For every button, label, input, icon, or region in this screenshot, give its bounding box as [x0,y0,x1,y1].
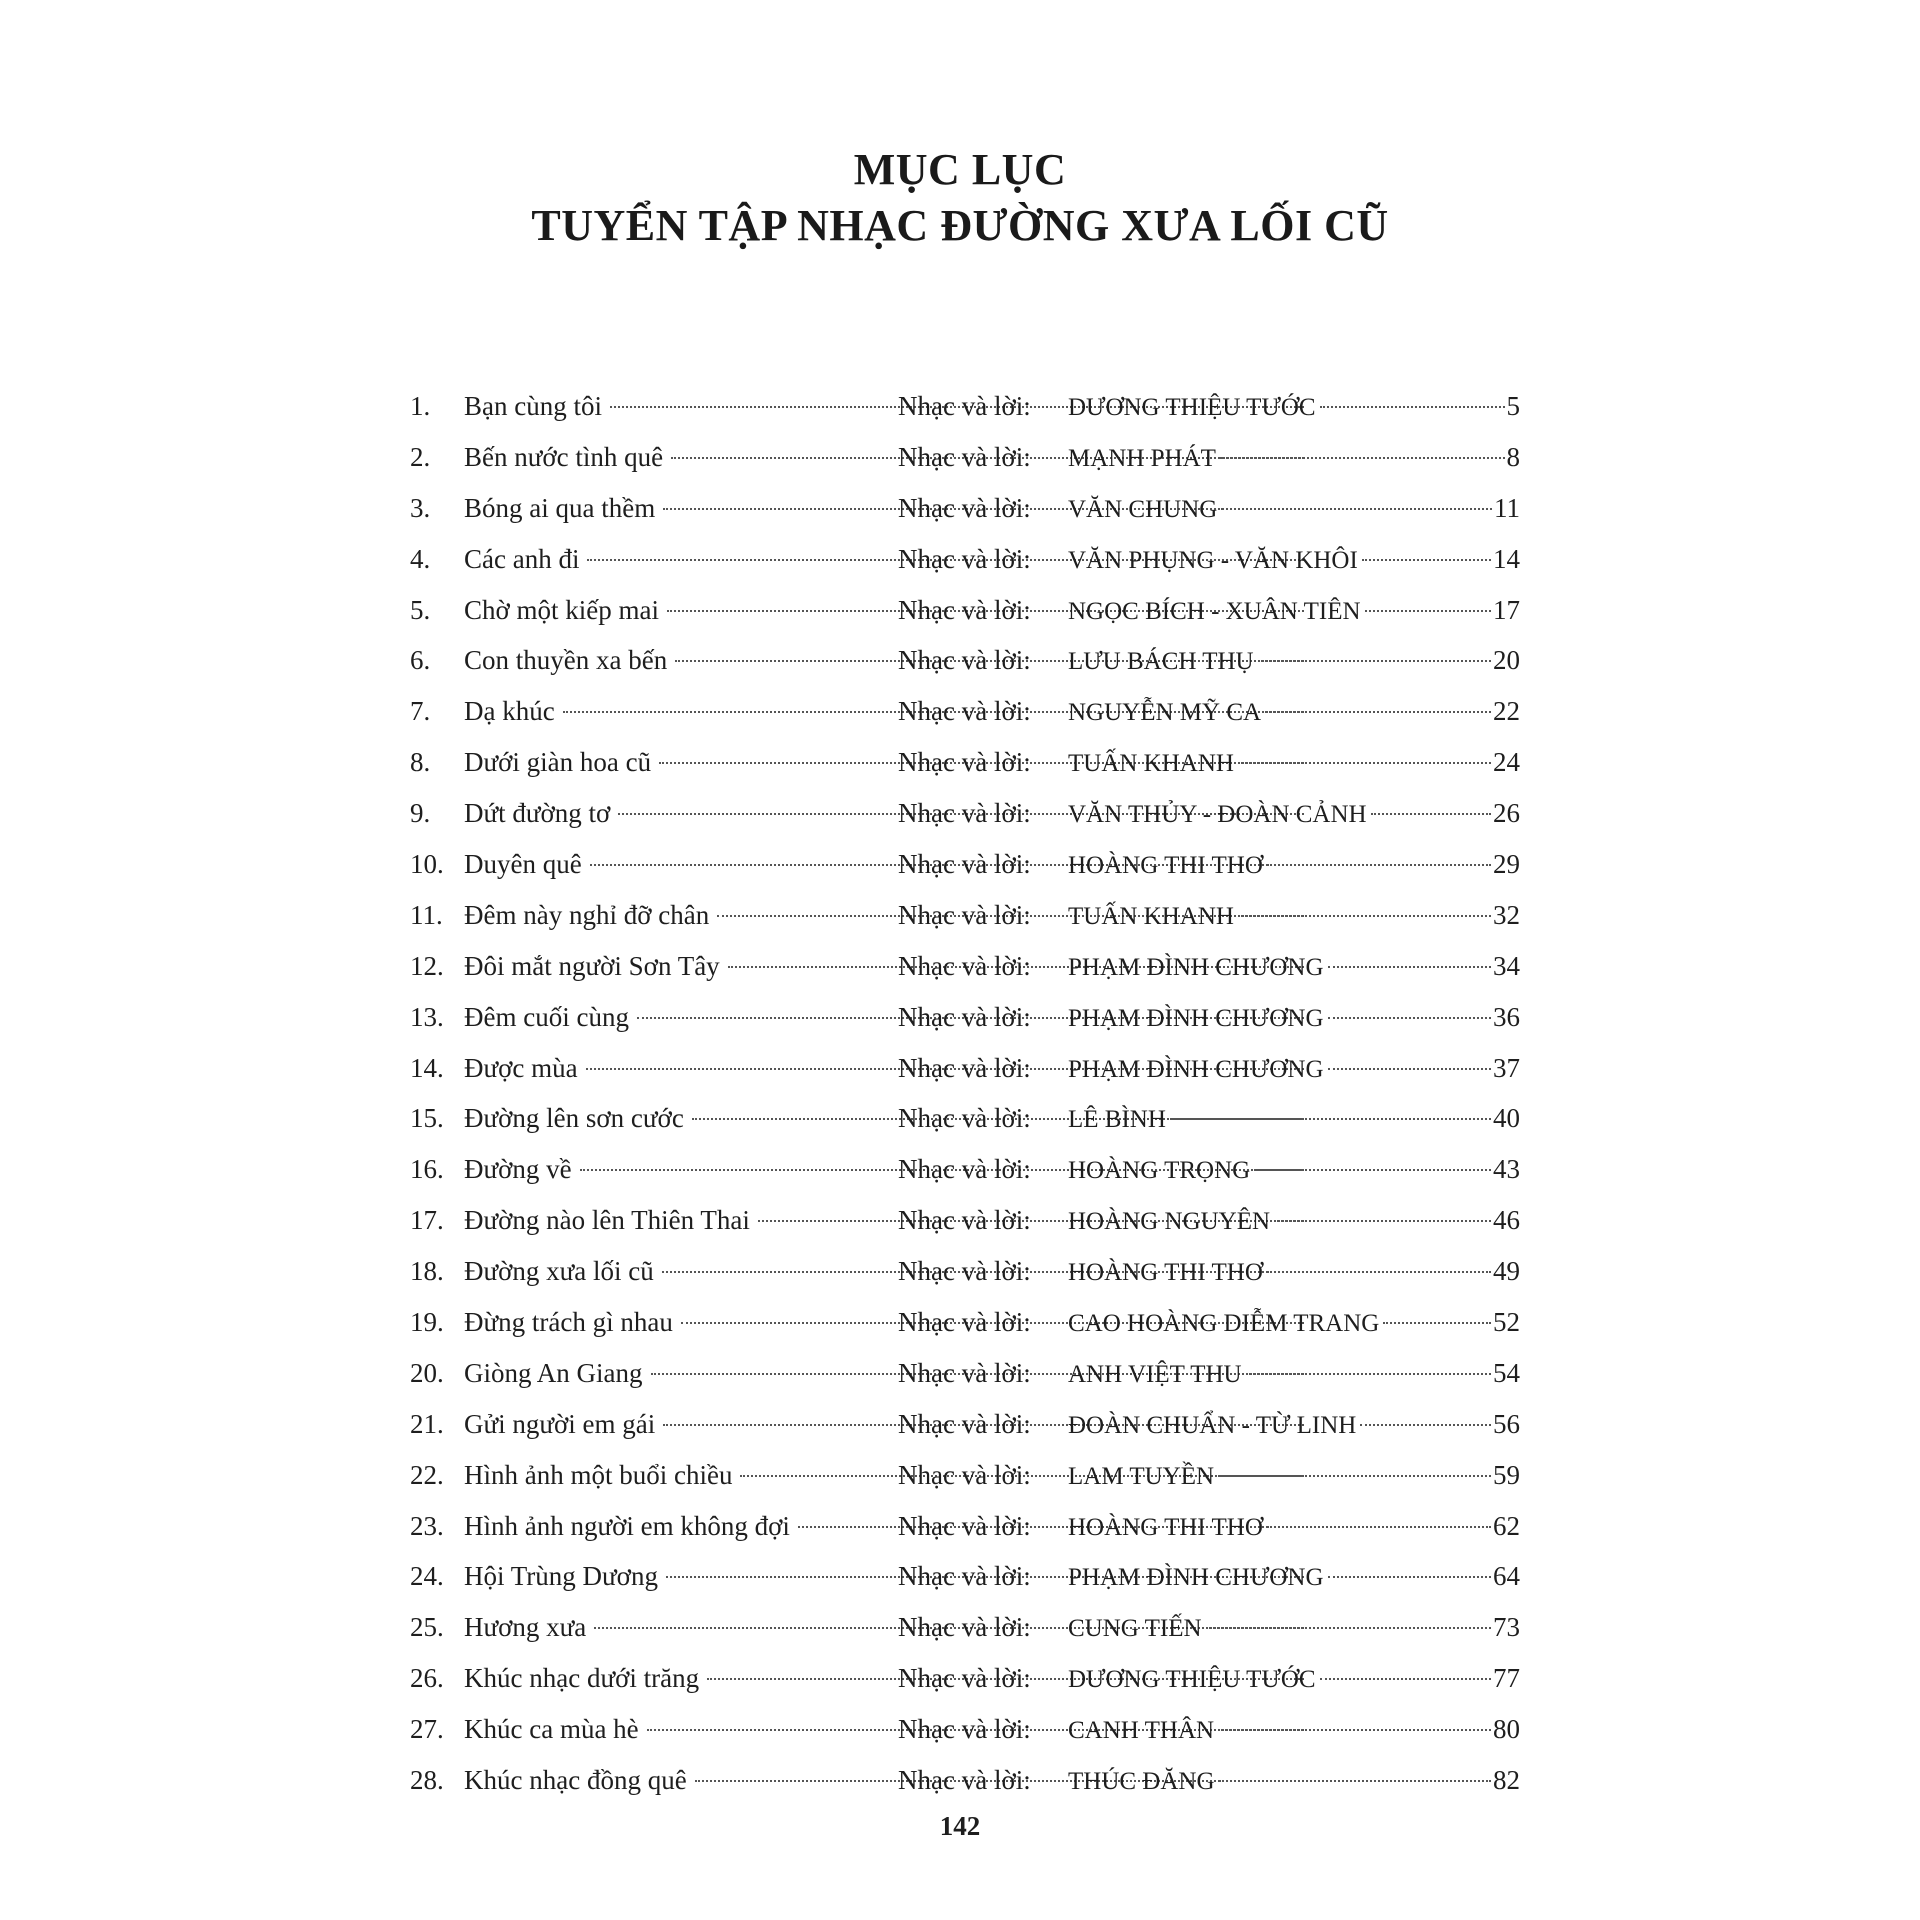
toc-row [410,1602,1520,1653]
toc-entry-credit: Nhạc và lời: [898,1052,1031,1083]
toc-entry-author-cell [1068,1195,1520,1248]
toc-entry-title: Đêm cuối cùng [464,1001,629,1032]
toc-entry-number: 11. [410,899,443,930]
toc-entry-number: 20. [410,1357,444,1388]
toc-entry-title: Bến nước tình quê [464,441,664,472]
toc-entry-page: 37 [1493,1052,1520,1083]
dot-leader [1219,1780,1491,1782]
toc-row [410,788,1520,839]
toc-entry-credit: Nhạc và lời: [898,1001,1031,1032]
toc-entry-author: CANH THÂN [1068,1717,1215,1745]
toc-entry-author: CUNG TIẾN [1068,1615,1202,1643]
dot-leader [1265,711,1491,713]
toc-entry-page: 36 [1493,1001,1520,1032]
toc-entry-author-cell [1068,483,1520,536]
toc-entry-number: 3. [410,492,431,523]
toc-entry-author: HOÀNG TRỌNG [1068,1157,1251,1185]
toc-entry-author: DƯƠNG THIỆU TƯỚC [1068,1666,1316,1694]
toc-entry-title: Khúc nhạc dưới trăng [464,1663,700,1694]
dot-leader [1254,1169,1491,1171]
toc-entry-page: 43 [1493,1154,1520,1185]
dot-leader [1267,1526,1491,1528]
toc-entry-number: 19. [410,1307,444,1338]
toc-entry-page: 49 [1493,1256,1520,1287]
toc-entry-author: HOÀNG NGUYÊN [1068,1208,1271,1236]
toc-entry-author: MẠNH PHÁT [1068,444,1216,472]
toc-entry-author: VĂN CHUNG [1068,495,1218,523]
toc-entry-author: NGUYỄN MỸ CA [1068,699,1262,727]
toc-entry-page: 77 [1493,1663,1520,1694]
toc-entry-title: Hình ảnh một buổi chiều [464,1459,733,1490]
toc-entry-author-cell [1068,1399,1520,1452]
toc-entry-credit: Nhạc và lời: [898,1357,1031,1388]
toc-entry-credit: Nhạc và lời: [898,645,1031,676]
toc-entry-author: HOÀNG THI THƠ [1068,852,1263,880]
toc-row [410,941,1520,992]
toc-entry-page: 29 [1493,849,1520,880]
toc-entry-number: 25. [410,1612,444,1643]
toc-entry-author: LÊ BÌNH [1068,1106,1166,1134]
toc-row [410,992,1520,1043]
toc-entry-title: Khúc ca mùa hè [464,1714,639,1745]
toc-entry-title: Con thuyền xa bến [464,645,668,676]
toc-entry-title: Đường về [464,1154,572,1185]
toc-entry-credit: Nhạc và lời: [898,899,1031,930]
toc-entry-page: 20 [1493,645,1520,676]
toc-entry-number: 23. [410,1510,444,1541]
toc-row [410,1399,1520,1450]
dot-leader [1320,1678,1491,1680]
toc-row [410,1501,1520,1552]
toc-entry-author-cell [1068,1348,1520,1401]
toc-entry-page: 64 [1493,1561,1520,1592]
dot-leader [1267,864,1491,866]
toc-entry-credit: Nhạc và lời: [898,1765,1031,1796]
toc-entry-number: 2. [410,441,431,472]
toc-entry-title: Dứt đường tơ [464,798,611,829]
toc-entry-title: Được mùa [464,1052,578,1083]
toc-entry-credit: Nhạc và lời: [898,1459,1031,1490]
toc-entry-page: 82 [1493,1765,1520,1796]
toc-entry-title: Bạn cùng tôi [464,391,602,421]
dot-leader [1365,610,1491,612]
toc-entry-number: 22. [410,1459,444,1490]
toc-row [410,1093,1520,1144]
toc-entry-page: 80 [1493,1714,1520,1745]
toc-entry-credit: Nhạc và lời: [898,1408,1031,1439]
toc-entry-number: 6. [410,645,431,676]
toc-entry-number: 12. [410,950,444,981]
toc-row [410,1195,1520,1246]
toc-entry-author: ANH VIỆT THU [1068,1360,1242,1388]
toc-entry-title: Đường lên sơn cước [464,1103,684,1134]
toc-entry-author: VĂN THỦY - ĐOÀN CẢNH [1068,801,1367,829]
toc-entry-page: 32 [1493,899,1520,930]
toc-entry-page: 17 [1493,594,1520,625]
toc-entry-title: Dưới giàn hoa cũ [464,747,652,778]
toc-entry-number: 14. [410,1052,444,1083]
dot-leader [1267,1271,1491,1273]
dot-leader [1328,1576,1491,1578]
toc-entry-page: 24 [1493,747,1520,778]
toc-entry-page: 22 [1493,696,1520,727]
toc-entry-author: CAO HOÀNG DIỄM TRANG [1068,1310,1380,1338]
toc-entry-page: 40 [1493,1103,1520,1134]
dot-leader [1328,966,1491,968]
toc-row [410,737,1520,788]
dot-leader [1371,813,1491,815]
toc-entry-author-cell [1068,941,1520,994]
toc-row [410,381,1520,432]
toc-entry-title: Các anh đi [464,543,580,574]
toc-entry-title: Đêm này nghỉ đỡ chân [464,899,710,930]
toc-entry-number: 8. [410,747,431,778]
dot-leader [1383,1322,1491,1324]
toc-row [410,1450,1520,1501]
dot-leader [1170,1118,1491,1120]
toc-entry-author-cell [1068,635,1520,688]
toc-entry-credit: Nhạc và lời: [898,1154,1031,1185]
dot-leader [1320,406,1505,408]
toc-entry-page: 56 [1493,1408,1520,1439]
toc-row [410,635,1520,686]
toc-entry-author: HOÀNG THI THƠ [1068,1259,1263,1287]
toc-entry-title: Hình ảnh người em không đợi [464,1510,790,1541]
toc-row [410,1043,1520,1094]
toc-entry-author: PHẠM ĐÌNH CHƯƠNG [1068,1055,1324,1083]
toc-entry-number: 21. [410,1408,444,1439]
toc-row [410,483,1520,534]
toc-entry-author-cell [1068,1602,1520,1655]
toc-entry-author-cell [1068,890,1520,943]
page-subtitle: TUYỂN TẬP NHẠC ĐƯỜNG XƯA LỐI CŨ [531,201,1389,250]
toc-entry-number: 13. [410,1001,444,1032]
toc-entry-credit: Nhạc và lời: [898,1561,1031,1592]
dot-leader [1218,1729,1491,1731]
dot-leader [1274,1220,1491,1222]
toc-entry-page: 11 [1494,492,1520,523]
toc-entry-author-cell [1068,534,1520,587]
toc-entry-author-cell [1068,737,1520,790]
toc-entry-credit: Nhạc và lời: [898,594,1031,625]
dot-leader [1360,1424,1491,1426]
toc-entry-title: Giòng An Giang [464,1357,643,1388]
page-title: MỤC LỤC [853,145,1067,194]
toc-entry-credit: Nhạc và lời: [898,696,1031,727]
toc-entry-title: Khúc nhạc đồng quê [464,1765,687,1796]
table-of-contents [410,381,1520,1806]
toc-entry-credit: Nhạc và lời: [898,441,1031,472]
page-number: 142 [939,1811,981,1841]
toc-entry-author-cell [1068,1043,1520,1096]
dot-leader [1258,660,1491,662]
toc-entry-credit: Nhạc và lời: [898,1714,1031,1745]
toc-entry-title: Bóng ai qua thềm [464,492,656,523]
toc-entry-credit: Nhạc và lời: [898,1205,1031,1236]
dot-leader [1328,1017,1491,1019]
toc-entry-number: 4. [410,543,431,574]
toc-row [410,890,1520,941]
toc-row [410,1144,1520,1195]
toc-row [410,1704,1520,1755]
toc-entry-page: 5 [1506,391,1520,421]
toc-entry-author: TUẤN KHANH [1068,902,1234,930]
toc-entry-author: PHẠM ĐÌNH CHƯƠNG [1068,1004,1324,1032]
toc-entry-number: 10. [410,849,444,880]
dot-leader [1206,1627,1491,1629]
toc-entry-author-cell [1068,788,1520,841]
toc-entry-page: 54 [1493,1357,1520,1388]
toc-entry-credit: Nhạc và lời: [898,798,1031,829]
toc-row [410,1246,1520,1297]
toc-row [410,686,1520,737]
toc-row [410,534,1520,585]
toc-entry-credit: Nhạc và lời: [898,543,1031,574]
toc-entry-author-cell [1068,839,1520,892]
toc-entry-author: PHẠM ĐÌNH CHƯƠNG [1068,1564,1324,1592]
toc-entry-credit: Nhạc và lời: [898,1663,1031,1694]
toc-entry-page: 73 [1493,1612,1520,1643]
toc-entry-title: Chờ một kiếp mai [464,594,660,625]
toc-entry-credit: Nhạc và lời: [898,950,1031,981]
toc-row [410,585,1520,636]
toc-entry-author: LƯU BÁCH THỤ [1068,648,1254,676]
toc-entry-page: 8 [1506,441,1520,472]
toc-row [410,1348,1520,1399]
toc-entry-number: 15. [410,1103,444,1134]
toc-entry-number: 18. [410,1256,444,1287]
dot-leader [1220,457,1505,459]
toc-entry-credit: Nhạc và lời: [898,747,1031,778]
toc-entry-number: 9. [410,798,431,829]
toc-entry-author-cell [1068,1551,1520,1604]
toc-entry-author: VĂN PHỤNG - VĂN KHÔI [1068,546,1358,574]
toc-entry-author: LAM TUYỀN [1068,1462,1215,1490]
toc-entry-credit: Nhạc và lời: [898,1612,1031,1643]
toc-entry-number: 26. [410,1663,444,1694]
toc-entry-number: 16. [410,1154,444,1185]
toc-entry-author-cell [1068,585,1520,638]
toc-row [410,1653,1520,1704]
toc-entry-number: 1. [410,391,431,421]
toc-entry-author: TUẤN KHANH [1068,750,1234,778]
toc-entry-credit: Nhạc và lời: [898,1256,1031,1287]
toc-entry-number: 7. [410,696,431,727]
dot-leader [1328,1068,1491,1070]
toc-entry-author-cell [1068,686,1520,739]
toc-entry-number: 28. [410,1765,444,1796]
toc-row [410,1297,1520,1348]
toc-entry-author-cell [1068,1246,1520,1299]
toc-row [410,1551,1520,1602]
toc-entry-title: Duyên quê [464,849,582,880]
toc-entry-number: 27. [410,1714,444,1745]
toc-entry-number: 24. [410,1561,444,1592]
toc-entry-page: 52 [1493,1307,1520,1338]
toc-entry-credit: Nhạc và lời: [898,492,1031,523]
toc-entry-author-cell [1068,1450,1520,1503]
dot-leader [1246,1373,1491,1375]
toc-entry-author-cell [1068,1755,1520,1808]
toc-entry-author: ĐOÀN CHUẨN - TỪ LINH [1068,1411,1357,1439]
toc-entry-page: 26 [1493,798,1520,829]
toc-entry-title: Đường nào lên Thiên Thai [464,1205,750,1236]
toc-entry-credit: Nhạc và lời: [898,1307,1031,1338]
dot-leader [1218,1475,1491,1477]
toc-entry-credit: Nhạc và lời: [898,391,1031,421]
toc-entry-credit: Nhạc và lời: [898,1103,1031,1134]
toc-entry-page: 34 [1493,950,1520,981]
toc-entry-page: 62 [1493,1510,1520,1541]
dot-leader [1221,508,1492,510]
toc-entry-author-cell [1068,1144,1520,1197]
toc-entry-title: Hội Trùng Dương [464,1561,658,1592]
toc-entry-author-cell [1068,432,1520,485]
toc-entry-author-cell [1068,1093,1520,1146]
toc-entry-number: 5. [410,594,431,625]
dot-leader [1238,915,1491,917]
toc-entry-author: DƯƠNG THIỆU TƯỚC [1068,394,1316,421]
toc-entry-author-cell [1068,1704,1520,1757]
toc-entry-title: Dạ khúc [464,696,555,727]
toc-row [410,432,1520,483]
toc-entry-title: Hương xưa [464,1612,587,1643]
dot-leader [1362,559,1491,561]
toc-entry-title: Đôi mắt người Sơn Tây [464,950,720,981]
toc-entry-author-cell [1068,381,1520,434]
toc-entry-author-cell [1068,1501,1520,1554]
toc-entry-author: NGỌC BÍCH - XUÂN TIÊN [1068,597,1361,625]
toc-entry-title: Đừng trách gì nhau [464,1307,673,1338]
toc-entry-author-cell [1068,1653,1520,1706]
toc-entry-page: 46 [1493,1205,1520,1236]
toc-entry-credit: Nhạc và lời: [898,849,1031,880]
toc-entry-author: HOÀNG THI THƠ [1068,1513,1263,1541]
toc-entry-author-cell [1068,992,1520,1045]
toc-entry-page: 14 [1493,543,1520,574]
toc-entry-author-cell [1068,1297,1520,1350]
toc-entry-page: 59 [1493,1459,1520,1490]
toc-entry-number: 17. [410,1205,444,1236]
toc-entry-title: Gửi người em gái [464,1408,656,1439]
toc-entry-title: Đường xưa lối cũ [464,1256,654,1287]
toc-entry-author: THÚC ĐĂNG [1068,1768,1215,1796]
toc-row [410,839,1520,890]
toc-row [410,1755,1520,1806]
toc-entry-credit: Nhạc và lời: [898,1510,1031,1541]
toc-entry-author: PHẠM ĐÌNH CHƯƠNG [1068,953,1324,981]
dot-leader [1238,762,1491,764]
